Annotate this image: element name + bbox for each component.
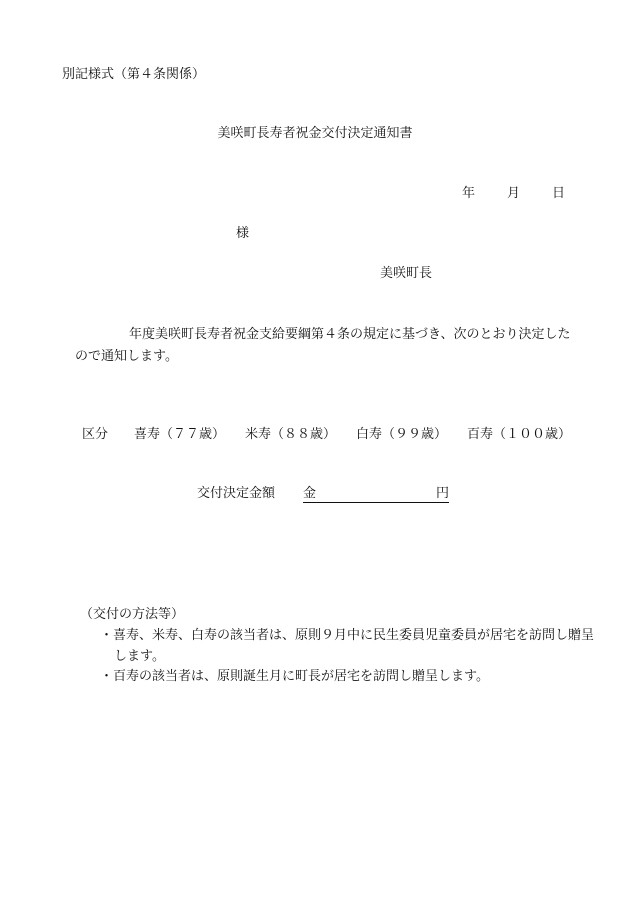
date-month: 月 — [507, 186, 521, 201]
recipient-suffix: 様 — [236, 226, 250, 241]
category-option-beiju: 米寿（８８歳） — [245, 427, 337, 442]
category-label: 区分 — [82, 427, 109, 442]
amount-label: 交付決定金額 — [197, 486, 276, 501]
form-label: 別記様式（第４条関係） — [62, 67, 206, 82]
category-option-hakuju: 白寿（９９歳） — [356, 427, 448, 442]
category-option-kiju: 喜寿（７７歳） — [134, 427, 226, 442]
date-day: 日 — [552, 186, 566, 201]
method-item: ・百寿の該当者は、原則誕生月に町長が居宅を訪問し贈呈します。 — [100, 669, 489, 684]
amount-field — [303, 487, 449, 503]
amount-suffix: 円 — [435, 486, 449, 501]
date-row — [462, 187, 565, 200]
body-text: 年度美咲町長寿者祝金支給要綱第４条の規定に基づき、次のとおり決定したので通知します。 — [75, 327, 571, 364]
date-year: 年 — [462, 186, 476, 201]
method-heading: （交付の方法等） — [80, 607, 185, 622]
issuer-name: 美咲町長 — [380, 266, 433, 281]
category-row — [82, 428, 571, 441]
document-title: 美咲町長寿者祝金交付決定通知書 — [217, 126, 413, 141]
category-option-hyakuju: 百寿（１００歳） — [467, 427, 572, 442]
amount-row — [197, 487, 449, 503]
method-item: ・喜寿、米寿、白寿の該当者は、原則９月中に民生委員児童委員が居宅を訪問し贈呈します。 — [100, 628, 595, 664]
amount-prefix: 金 — [303, 486, 317, 501]
